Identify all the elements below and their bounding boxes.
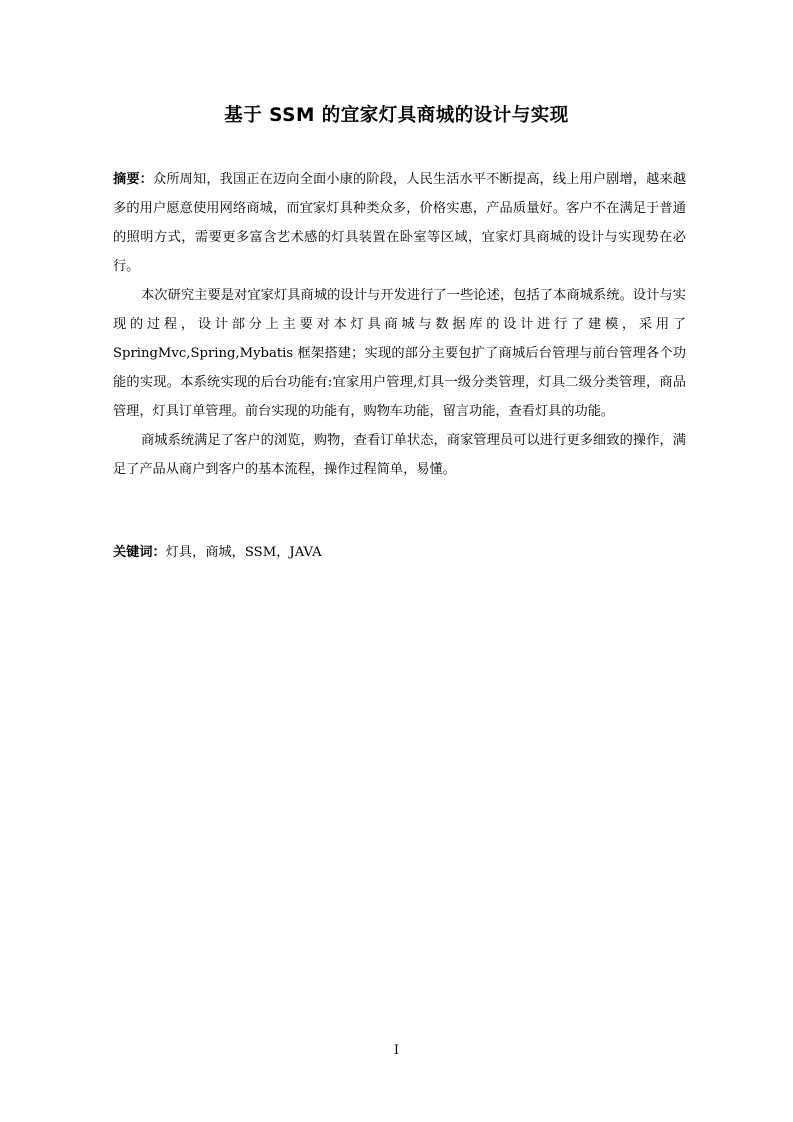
abstract-section [113, 165, 686, 484]
abstract-label: 摘要： [113, 172, 153, 187]
abstract-paragraph: 商城系统满足了客户的浏览，购物，查看订单状态，商家管理员可以进行更多细致的操作，满足了产品从商户到客户的基本流程，操作过程简单，易懂。 [113, 433, 686, 477]
paper-title: 基于 SSM 的宜家灯具商城的设计与实现 [224, 105, 569, 126]
abstract-paragraph [113, 165, 686, 281]
keywords-label: 关键词： [113, 545, 166, 560]
keywords-line [113, 538, 686, 567]
page-number: I [393, 1043, 400, 1058]
abstract-paragraph-text: 众所周知，我国正在迈向全面小康的阶段，人民生活水平不断提高，线上用户剧增，越来越多的用户愿意使用网络商城，而宜家灯具种类众多，价格实惠，产品质量好。客户不在满足于普通的照明方式，需要更多富含艺术感的灯具装置在卧室等区域，宜家灯具商城的设计与实现势在必行。 [113, 172, 687, 274]
keywords-value: 灯具，商城，SSM，JAVA [165, 545, 322, 560]
abstract-paragraph: 本次研究主要是对宜家灯具商城的设计与开发进行了一些论述，包括了本商城系统。设计与实现的过程，设计部分上主要对本灯具商城与数据库的设计进行了建模，采用了SpringMvc,Spring,Mybatis 框架搭建；实现的部分主要包扩了商城后台管理与前台管理各个功能的实现。本系统实现的后台功能有:宜家用户管理,灯具一级分类管理，灯具二级分类管理，商品管理，灯具订单管理。前台实现的功能有，购物车功能，留言功能，查看灯具的功能。 [113, 288, 686, 419]
